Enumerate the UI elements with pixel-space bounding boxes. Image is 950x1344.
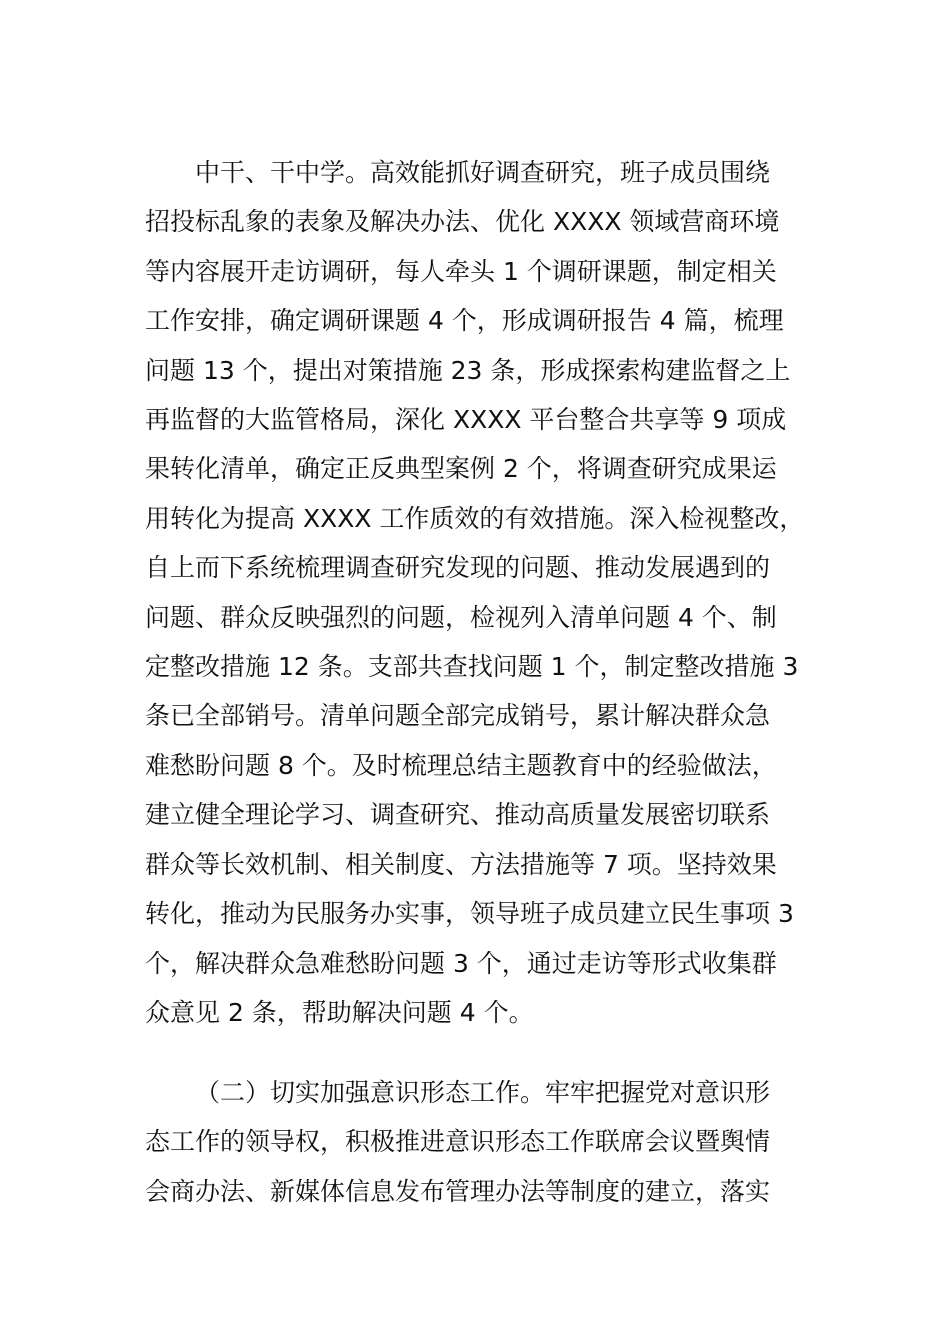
text-line: 态工作的领导权，积极推进意识形态工作联席会议暨舆情 <box>145 1127 771 1157</box>
text-line: （二）切实加强意识形态工作。牢牢把握党对意识形 <box>195 1078 771 1107</box>
text-line: 定整改措施 12 条。支部共查找问题 1 个，制定整改措施 3 <box>145 652 799 682</box>
text-line: 难愁盼问题 8 个。及时梳理总结主题教育中的经验做法， <box>145 750 777 780</box>
text-line: 转化，推动为民服务办实事，领导班子成员建立民生事项 3 <box>145 899 794 929</box>
text-line: 个，解决群众急难愁盼问题 3 个，通过走访等形式收集群 <box>145 948 777 978</box>
text-line: 果转化清单，确定正反典型案例 2 个，将调查研究成果运 <box>145 454 777 484</box>
text-line: 用转化为提高 XXXX 工作质效的有效措施。深入检视整改， <box>145 503 805 533</box>
text-line: 问题 13 个，提出对策措施 23 条，形成探索构建监督之上 <box>145 355 791 385</box>
text-line: 会商办法、新媒体信息发布管理办法等制度的建立，落实 <box>145 1176 771 1206</box>
text-line: 中干、干中学。高效能抓好调查研究，班子成员围绕 <box>195 158 771 187</box>
text-line: 自上而下系统梳理调查研究发现的问题、推动发展遇到的 <box>145 553 771 583</box>
text-line: 建立健全理论学习、调查研究、推动高质量发展密切联系 <box>145 800 771 830</box>
text-line: 问题、群众反映强烈的问题，检视列入清单问题 4 个、制 <box>145 602 777 632</box>
text-line: 再监督的大监管格局，深化 XXXX 平台整合共享等 9 项成 <box>145 405 787 435</box>
text-line: 招投标乱象的表象及解决办法、优化 XXXX 领域营商环境 <box>145 207 780 237</box>
paragraph-2 <box>145 1068 810 1216</box>
paragraph-1 <box>145 148 810 1037</box>
text-line: 工作安排，确定调研课题 4 个，形成调研报告 4 篇，梳理 <box>145 306 784 336</box>
text-line: 等内容展开走访调研，每人牵头 1 个调研课题，制定相关 <box>145 256 777 286</box>
text-line: 群众等长效机制、相关制度、方法措施等 7 项。坚持效果 <box>145 849 777 879</box>
text-line: 条已全部销号。清单问题全部完成销号，累计解决群众急 <box>145 701 771 731</box>
text-line: 众意见 2 条，帮助解决问题 4 个。 <box>145 997 534 1027</box>
